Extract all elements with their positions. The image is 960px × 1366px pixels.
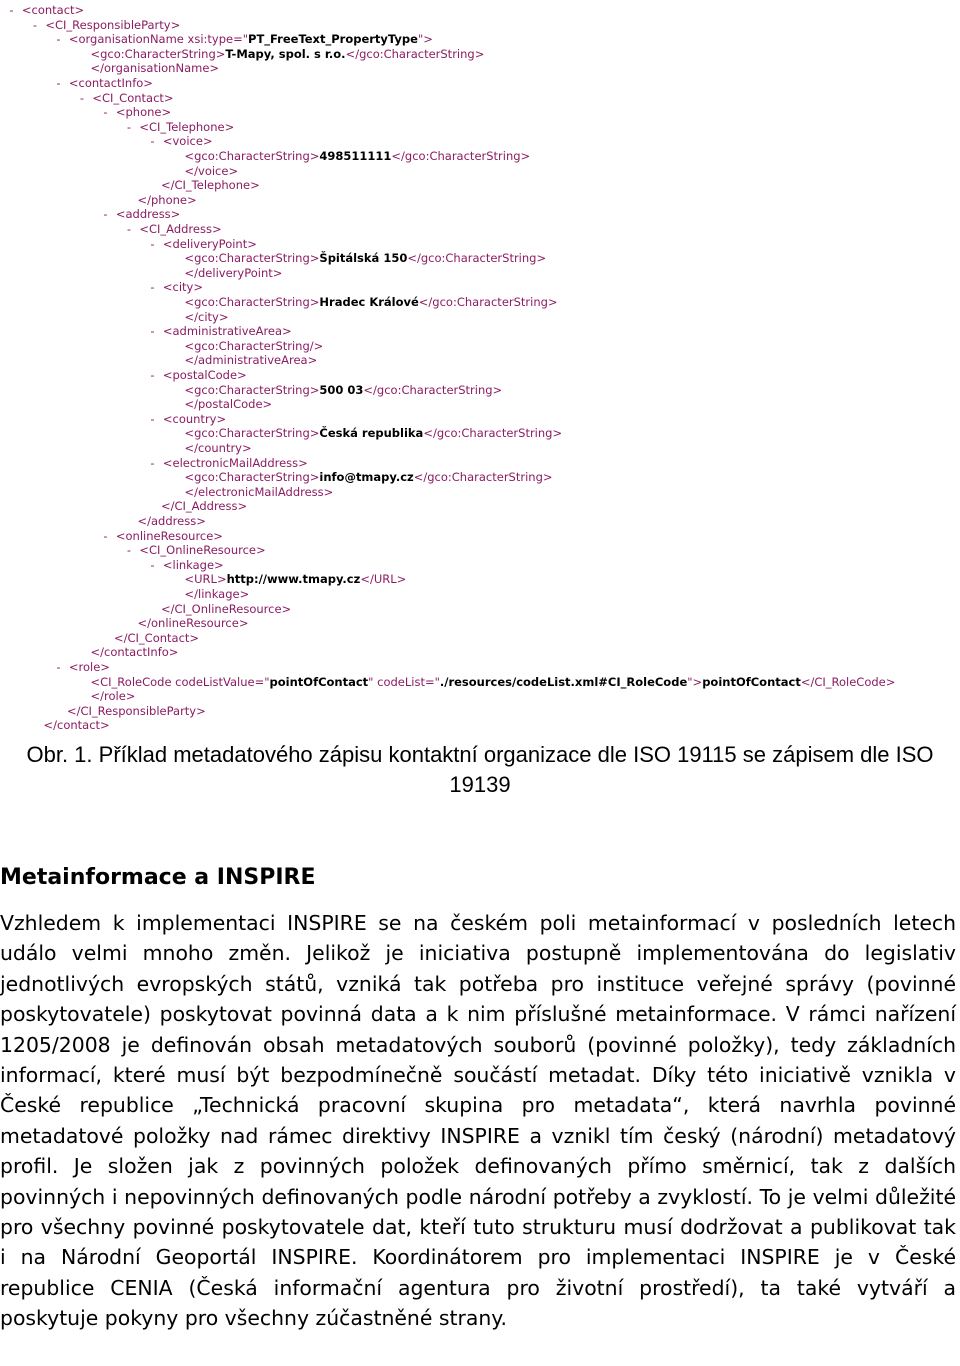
collapse-toggle[interactable]: - (149, 455, 163, 470)
xml-line (114, 631, 199, 645)
xml-line (91, 645, 179, 659)
xml-tag: </gco:CharacterString> (418, 295, 558, 309)
xml-line (55, 660, 110, 674)
xml-line (126, 543, 266, 557)
xml-tag: </gco:CharacterString> (413, 470, 553, 485)
xml-line (185, 470, 553, 484)
xml-value: pointOfContact (269, 674, 369, 689)
xml-line (138, 514, 206, 528)
collapse-toggle[interactable]: - (125, 543, 140, 558)
xml-tag: </CI_RoleCode> (800, 674, 896, 689)
collapse-toggle[interactable]: - (102, 528, 116, 543)
xml-value: ./resources/codeList.xml#CI_RoleCode (439, 674, 688, 689)
xml-tag: <role> (68, 660, 110, 674)
xml-tag: <organisationName xsi:type=" (68, 32, 249, 47)
xml-line (161, 499, 247, 513)
xml-value: Špitálská 150 (319, 251, 408, 266)
xml-line (185, 266, 283, 280)
xml-tag: </deliveryPoint> (184, 265, 283, 280)
xml-line (185, 353, 318, 367)
xml-line (91, 675, 896, 689)
xml-tag: <gco:CharacterString> (184, 382, 320, 397)
xml-tag: </address> (137, 514, 206, 528)
xml-line (185, 426, 563, 440)
xml-tag: </voice> (184, 163, 239, 178)
xml-tag: <administrativeArea> (162, 324, 292, 339)
xml-tag: <country> (162, 411, 227, 426)
collapse-toggle[interactable]: - (149, 324, 163, 339)
collapse-toggle[interactable]: - (125, 222, 140, 236)
xml-tag: "> (417, 32, 433, 47)
xml-line (126, 222, 222, 236)
collapse-toggle[interactable]: - (55, 32, 69, 47)
xml-tag: </linkage> (184, 587, 250, 601)
xml-line (149, 134, 213, 148)
xml-tag: </CI_OnlineResource> (161, 601, 292, 616)
body-paragraph: Vzhledem k implementaci INSPIRE se na českém poli metainformací v posledních letech událo velmi mnoho změn. Jelikož je iniciativa postupně implementována do legislativ jednotlivých evropských států, vzniká tak potřeba pro instituce veřejné správy (povinné poskytovatele) poskytovat povinná data a k nim příslušné metainformace. V rámci nařízení 1205/2008 je definován obsah metadatových souborů (povinné položky), tedy základních informací, které musí být bezpodmínečně součástí metadat. Díky této iniciativě vznikla v České republice „Technická pracovní skupina pro metadata“, která navrhla povinné metadatové položky nad rámec direktivy INSPIRE a vznikl tím český (národní) metadatový profil. Je složen jak z povinných položek definovaných přímo směrnicí, tak z dalších povinných i nepovinných definovaných podle národní potřeby a zvyklostí. To je velmi důležité pro všechny povinné poskytovatele dat, kteří tuto strukturu musí dodržovat a publikovat tak i na Národní Geoportál INSPIRE. Koordinátorem pro implementaci INSPIRE je v České republice CENIA (Česká informační agentura pro životní prostředí), ta také vytváří a poskytuje pokyny pro všechny zúčastněné strany. (0, 911, 956, 1331)
xml-line (102, 105, 171, 119)
xml-tag: <contactInfo> (68, 76, 153, 90)
xml-tag: <contact> (21, 3, 85, 17)
xml-tag: <gco:CharacterString> (184, 251, 320, 266)
xml-tag: <postalCode> (162, 368, 247, 382)
xml-tag: <gco:CharacterString> (184, 295, 320, 309)
xml-tag: </CI_Contact> (114, 630, 200, 645)
xml-line (32, 18, 181, 32)
xml-tag: <voice> (162, 134, 213, 149)
collapse-toggle[interactable]: - (78, 90, 93, 105)
xml-tag: <gco:CharacterString> (184, 149, 320, 163)
xml-line (149, 558, 224, 572)
xml-line (161, 602, 291, 616)
xml-value: PT_FreeText_PropertyType (248, 32, 418, 47)
xml-tag: <city> (162, 280, 203, 295)
xml-line (149, 456, 308, 470)
xml-tag: </gco:CharacterString> (363, 382, 503, 397)
collapse-toggle[interactable]: - (149, 411, 163, 426)
xml-line (138, 193, 197, 207)
collapse-toggle[interactable]: - (125, 119, 140, 134)
xml-line (185, 149, 531, 163)
xml-line (149, 280, 203, 294)
xml-tag: </gco:CharacterString> (391, 149, 531, 163)
collapse-toggle[interactable]: - (149, 280, 163, 295)
xml-line (44, 718, 110, 732)
xml-line (138, 616, 249, 630)
xml-tag: </organisationName> (90, 61, 220, 76)
collapse-toggle[interactable]: - (102, 105, 116, 120)
xml-tag: </contact> (43, 718, 110, 733)
xml-tag: <gco:CharacterString> (184, 470, 320, 485)
xml-line (91, 61, 220, 75)
collapse-toggle[interactable]: - (149, 134, 163, 149)
xml-line (149, 368, 247, 382)
xml-value: pointOfContact (702, 674, 801, 689)
xml-tag: <electronicMailAddress> (162, 455, 308, 470)
xml-tag: <CI_Contact> (92, 90, 174, 105)
xml-line (185, 251, 547, 265)
xml-value: info@tmapy.cz (319, 470, 414, 485)
xml-tag: </gco:CharacterString> (407, 251, 547, 266)
xml-line (102, 207, 180, 221)
xml-line (79, 91, 174, 105)
xml-line (55, 76, 153, 90)
xml-value: http://www.tmapy.cz (226, 572, 361, 587)
xml-tag: <deliveryPoint> (162, 236, 257, 251)
xml-line (185, 397, 273, 411)
figure-caption: Obr. 1. Příklad metadatového zápisu kontaktní organizace dle ISO 19115 se zápisem dle ISO 19139 (26, 742, 934, 797)
collapse-toggle[interactable]: - (149, 368, 163, 382)
collapse-toggle[interactable]: - (149, 236, 163, 251)
xml-line (185, 572, 407, 586)
xml-line (185, 310, 229, 324)
xml-tag: <address> (115, 207, 181, 222)
xml-value: Česká republika (319, 426, 424, 441)
xml-line (8, 3, 84, 17)
xml-tag: </phone> (137, 192, 197, 207)
xml-value: Hradec Králové (319, 295, 419, 309)
xml-tag: </gco:CharacterString> (345, 46, 485, 61)
xml-line (91, 689, 136, 703)
xml-line (185, 164, 239, 178)
xml-tag: </gco:CharacterString> (423, 426, 563, 441)
xml-tag: "> (687, 674, 703, 689)
xml-line (149, 324, 292, 338)
xml-tag: </city> (184, 309, 229, 324)
xml-tag: " codeList=" (368, 674, 440, 689)
xml-line (185, 587, 250, 601)
xml-line (149, 237, 257, 251)
xml-line (185, 339, 324, 353)
xml-tag: <gco:CharacterString> (90, 46, 226, 61)
xml-tag: <linkage> (162, 557, 224, 572)
collapse-toggle[interactable]: - (31, 17, 46, 32)
xml-line (67, 704, 206, 718)
xml-tag: <gco:CharacterString> (184, 426, 320, 441)
section-heading: Metainformace a INSPIRE (0, 865, 316, 890)
xml-line (185, 383, 503, 397)
xml-tag: </onlineResource> (137, 616, 249, 631)
xml-line (55, 32, 433, 46)
xml-tag: </URL> (360, 572, 407, 587)
xml-line (91, 47, 485, 61)
collapse-toggle[interactable]: - (149, 557, 163, 572)
xml-tag: <CI_Telephone> (139, 119, 235, 134)
xml-tag: <onlineResource> (115, 528, 223, 543)
xml-tag: <CI_Address> (139, 222, 222, 236)
collapse-toggle[interactable]: - (102, 207, 116, 222)
xml-tag: <CI_RoleCode codeListValue=" (90, 674, 270, 689)
xml-line (149, 412, 226, 426)
xml-tag: </role> (90, 689, 136, 704)
xml-line (185, 295, 558, 309)
xml-tag: <CI_ResponsibleParty> (45, 17, 181, 32)
collapse-toggle[interactable]: - (8, 3, 22, 17)
xml-tag: <URL> (184, 572, 227, 587)
xml-tag: </administrativeArea> (184, 353, 318, 368)
xml-tag: </CI_Address> (161, 499, 248, 514)
xml-line (102, 529, 223, 543)
xml-value: 500 03 (319, 382, 364, 397)
xml-line (185, 441, 252, 455)
xml-tag: </contactInfo> (90, 645, 179, 660)
xml-value: 498511111 (319, 149, 392, 163)
xml-value: T-Mapy, spol. s r.o. (225, 46, 346, 61)
xml-tag: <CI_OnlineResource> (139, 543, 266, 558)
xml-line (126, 120, 235, 134)
xml-tag: </electronicMailAddress> (184, 484, 334, 499)
xml-tag: </CI_Telephone> (161, 178, 260, 193)
collapse-toggle[interactable]: - (55, 660, 69, 674)
xml-tag: </CI_ResponsibleParty> (67, 703, 206, 718)
xml-tag: </country> (184, 441, 252, 455)
xml-line (185, 485, 334, 499)
xml-line (161, 178, 260, 192)
xml-tag: <phone> (115, 105, 172, 120)
xml-tag: </postalCode> (184, 397, 273, 412)
xml-tag: <gco:CharacterString/> (184, 338, 324, 353)
collapse-toggle[interactable]: - (55, 76, 69, 90)
